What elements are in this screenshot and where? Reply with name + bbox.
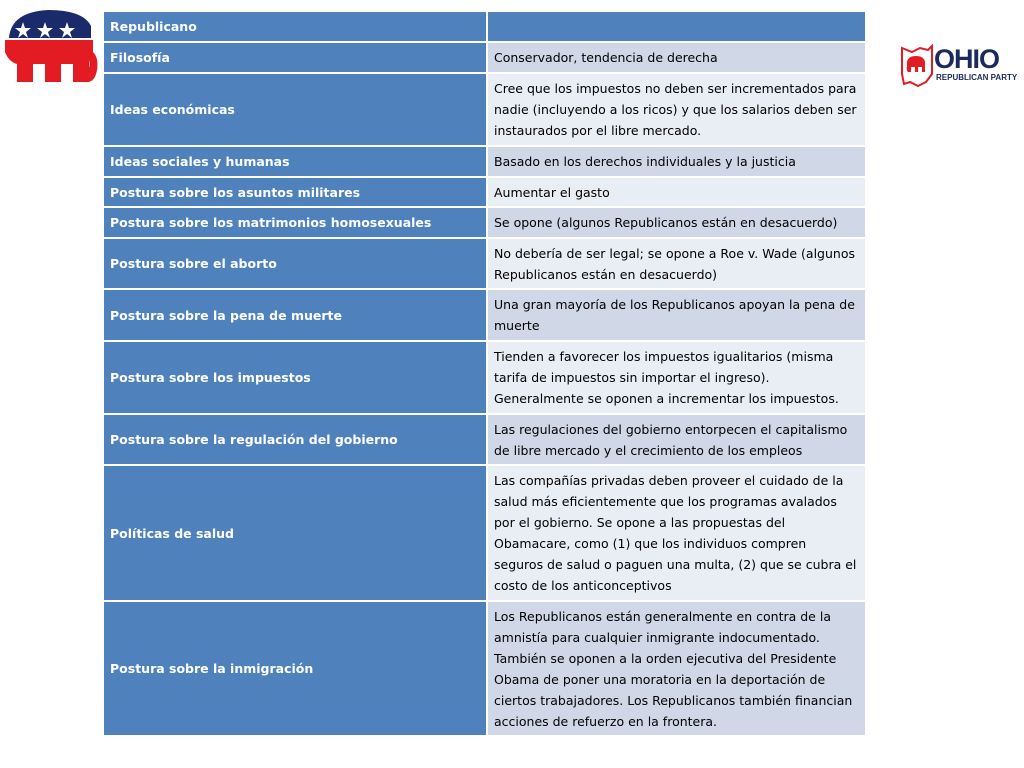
party-positions-table <box>102 10 867 737</box>
row-value: Aumentar el gasto <box>487 177 866 207</box>
row-label: Filosofía <box>103 42 487 73</box>
table-row <box>103 238 866 289</box>
row-value: Tienden a favorecer los impuestos igualitarios (misma tarifa de impuestos sin importar el ingreso). Generalmente se oponen a incrementar los impuestos. <box>487 341 866 414</box>
row-label: Postura sobre los matrimonios homosexuales <box>103 207 487 238</box>
table-row <box>103 73 866 146</box>
row-label: Políticas de salud <box>103 465 487 601</box>
table-row <box>103 42 866 73</box>
table-row <box>103 177 866 207</box>
table-row <box>103 341 866 414</box>
table-row <box>103 207 866 238</box>
row-value: Basado en los derechos individuales y la justicia <box>487 146 866 177</box>
row-value: Los Republicanos están generalmente en contra de la amnistía para cualquier inmigrante indocumentado. También se oponen a la orden ejecutiva del Presidente Obama de poner una moratoria en la deportación de ciertos trabajadores. Los Republicanos también financian acciones de refuerzo en la frontera. <box>487 601 866 736</box>
table-header-row <box>103 11 866 42</box>
table-row <box>103 146 866 177</box>
row-value: Cree que los impuestos no deben ser incrementados para nadie (incluyendo a los ricos) y que los salarios deben ser instaurados por el libre mercado. <box>487 73 866 146</box>
ohio-title: OHIO <box>934 44 1000 74</box>
ohio-state-elephant-icon <box>898 44 934 88</box>
row-value: Se opone (algunos Republicanos están en desacuerdo) <box>487 207 866 238</box>
republican-elephant-icon <box>3 8 103 86</box>
table-row <box>103 601 866 736</box>
header-label: Republicano <box>103 11 487 42</box>
ohio-subtitle: REPUBLICAN PARTY <box>936 73 1018 82</box>
row-value: Las compañías privadas deben proveer el cuidado de la salud más eficientemente que los programas avalados por el gobierno. Se opone a las propuestas del Obamacare, como (1) que los individuos compren seguros de salud o paguen una multa, (2) que se cubra el costo de los anticonceptivos <box>487 465 866 601</box>
row-value: No debería de ser legal; se opone a Roe v. Wade (algunos Republicanos están en desacuerdo) <box>487 238 866 289</box>
row-value: Conservador, tendencia de derecha <box>487 42 866 73</box>
row-label: Postura sobre la pena de muerte <box>103 289 487 341</box>
table-row <box>103 465 866 601</box>
table-row <box>103 414 866 465</box>
row-label: Ideas económicas <box>103 73 487 146</box>
row-label: Postura sobre la regulación del gobierno <box>103 414 487 465</box>
row-label: Postura sobre los asuntos militares <box>103 177 487 207</box>
ohio-republican-party-logo <box>898 44 1016 88</box>
row-label: Postura sobre el aborto <box>103 238 487 289</box>
row-value: Una gran mayoría de los Republicanos apoyan la pena de muerte <box>487 289 866 341</box>
row-label: Postura sobre los impuestos <box>103 341 487 414</box>
row-value: Las regulaciones del gobierno entorpecen el capitalismo de libre mercado y el crecimiento de los empleos <box>487 414 866 465</box>
row-label: Ideas sociales y humanas <box>103 146 487 177</box>
table-row <box>103 289 866 341</box>
header-value <box>487 11 866 42</box>
row-label: Postura sobre la inmigración <box>103 601 487 736</box>
